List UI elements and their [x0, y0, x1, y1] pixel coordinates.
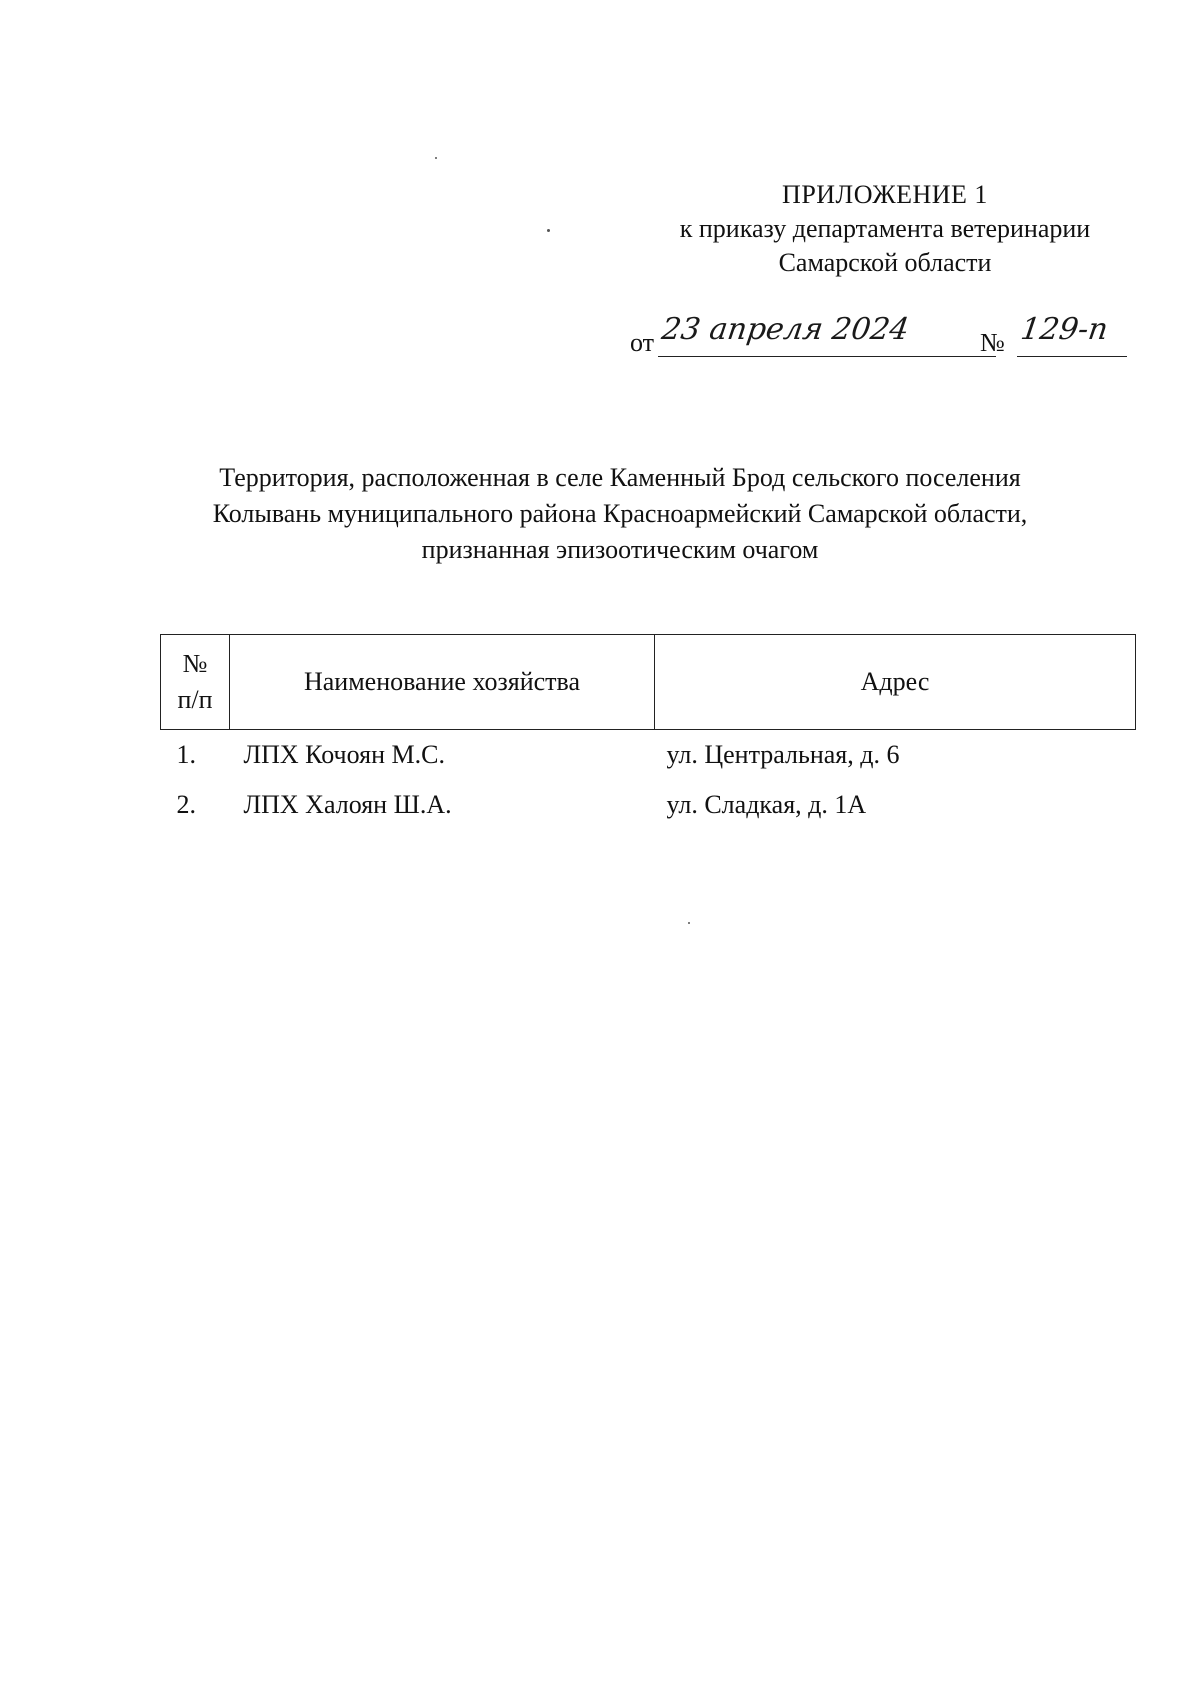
header-number	[161, 635, 230, 730]
title-line-3: признанная эпизоотическим очагом	[421, 535, 819, 564]
appendix-header	[640, 178, 1130, 280]
title-line-2: Колывань муниципального района Красноармейский Самарской области,	[212, 499, 1028, 528]
scan-speck	[547, 229, 550, 232]
row-number: 2.	[176, 790, 196, 819]
number-label: №	[980, 328, 1005, 357]
order-number-field	[1017, 312, 1127, 357]
row-number: 1.	[176, 740, 196, 769]
appendix-line-order: к приказу департамента ветеринарии	[679, 214, 1091, 243]
document-title	[160, 460, 1080, 568]
date-from-label: от	[630, 328, 655, 357]
appendix-heading: ПРИЛОЖЕНИЕ 1	[782, 180, 988, 209]
scan-speck	[435, 157, 437, 159]
row-address: ул. Сладкая, д. 1А	[666, 790, 867, 819]
header-address: Адрес	[655, 635, 1136, 730]
header-number-pp: п/п	[177, 685, 213, 714]
order-number-handwritten: 129-п	[1018, 312, 1111, 347]
scan-speck	[688, 922, 690, 924]
header-farm-name: Наименование хозяйства	[230, 635, 655, 730]
row-farm-name: ЛПХ Кочоян М.С.	[243, 740, 445, 769]
appendix-line-region: Самарской области	[778, 248, 992, 277]
table-row	[161, 780, 1136, 830]
table-row	[161, 730, 1136, 781]
title-line-1: Территория, расположенная в селе Каменный Брод сельского поселения	[219, 463, 1021, 492]
table-header-row	[161, 635, 1136, 730]
order-date-field	[658, 312, 996, 357]
farms-table	[160, 634, 1136, 830]
order-date-handwritten: 23 апреля 2024	[659, 312, 912, 347]
row-address: ул. Центральная, д. 6	[666, 740, 900, 769]
order-date-number	[630, 312, 1150, 362]
header-number-symbol: №	[182, 649, 208, 678]
row-farm-name: ЛПХ Халоян Ш.А.	[243, 790, 452, 819]
